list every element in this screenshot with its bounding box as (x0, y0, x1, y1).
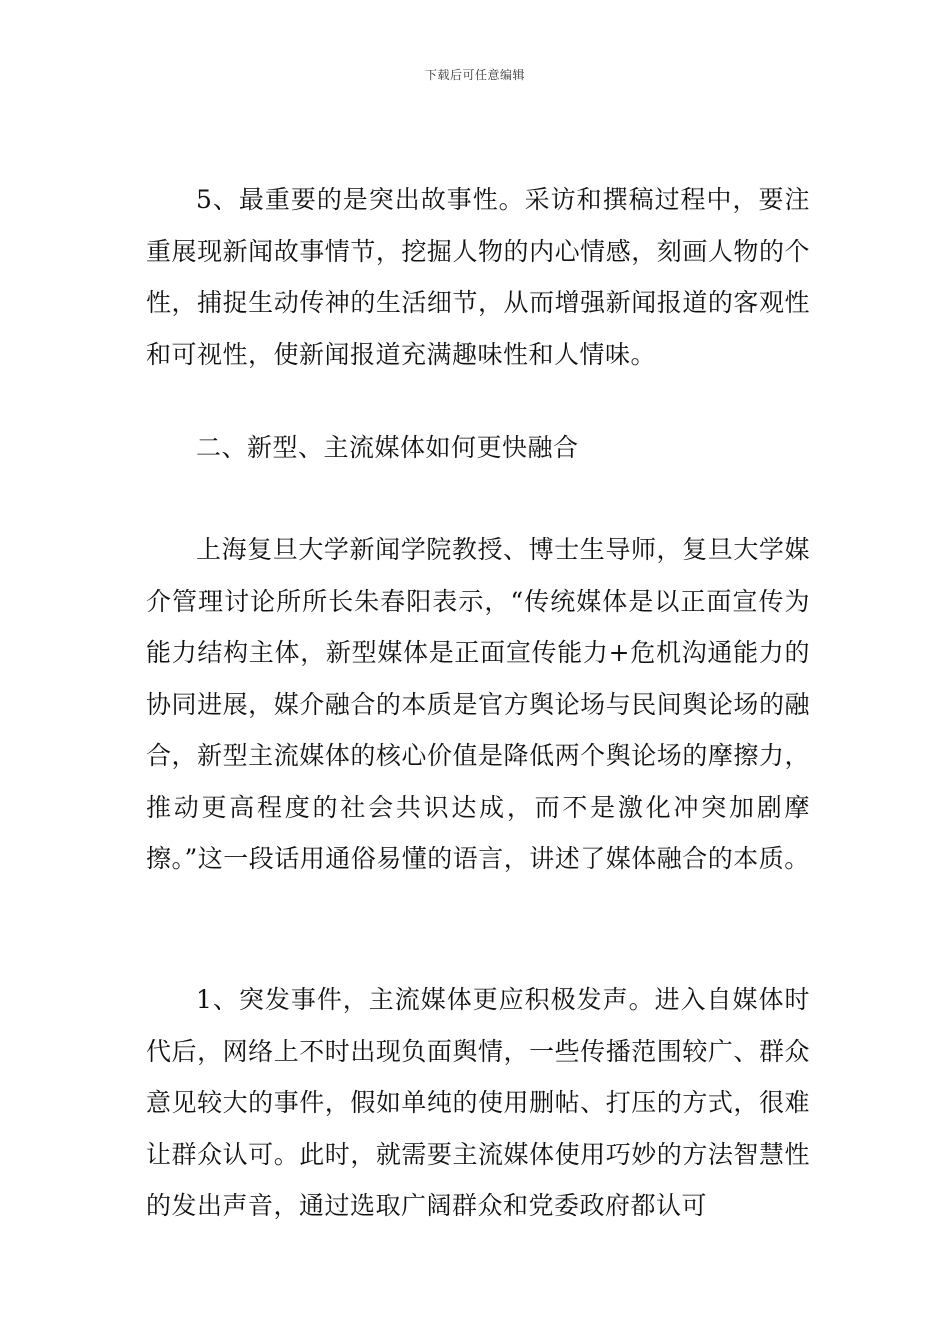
body-paragraph-1: 5、最重要的是突出故事性。采访和撰稿过程中，要注重展现新闻故事情节，挖掘人物的内心情感，刻画人物的个性，捕捉生动传神的生活细节，从而增强新闻报道的客观性和可视性，使新闻报道充满趣味性和人情味。 (146, 185, 810, 369)
body-paragraph-2: 上海复旦大学新闻学院教授、博士生导师，复旦大学媒介管理讨论所所长朱春阳表示，“传统媒体是以正面宣传为能力结构主体，新型媒体是正面宣传能力+危机沟通能力的协同进展，媒介融合的本质是官方舆论场与民间舆论场的融合，新型主流媒体的核心价值是降低两个舆论场的摩擦力，推动更高程度的社会共识达成，而不是激化冲突加剧摩擦。”这一段话用通俗易懂的语言，讲述了媒体融合的本质。 (146, 535, 810, 873)
section-heading: 二、新型、主流媒体如何更快融合 (196, 433, 579, 462)
page-header-note: 下载后可任意编辑 (424, 68, 525, 82)
body-paragraph-3: 1、突发事件，主流媒体更应积极发声。进入自媒体时代后，网络上不时出现负面舆情，一些传播范围较广、群众意见较大的事件，假如单纯的使用删帖、打压的方式，很难让群众认可。此时，就需要主流媒体使用巧妙的方法智慧性的发出声音，通过选取广阔群众和党委政府都认可 (146, 985, 810, 1220)
